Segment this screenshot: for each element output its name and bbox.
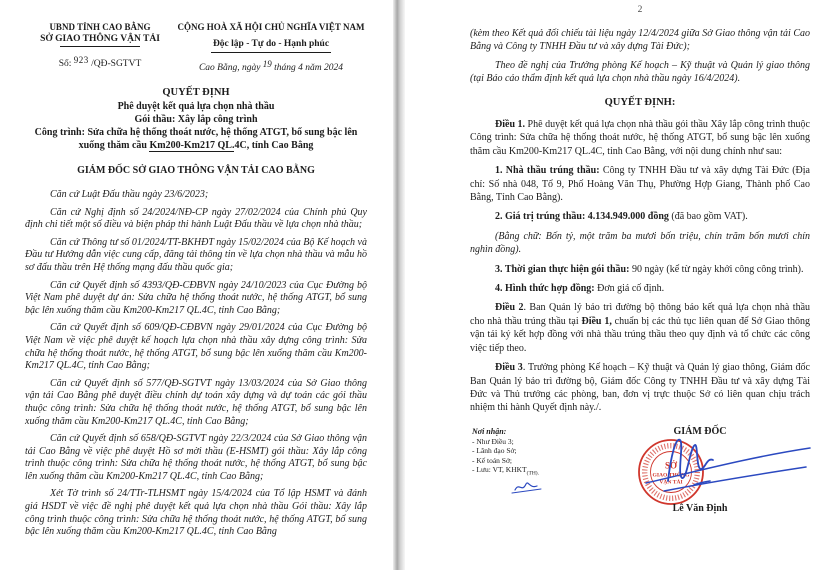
project-title-post: 4C, tỉnh Cao Bằng bbox=[234, 140, 314, 151]
recipients-label: Nơi nhận: bbox=[472, 426, 507, 436]
recipient-item-archive bbox=[472, 465, 602, 479]
amount-in-words: (Bằng chữ: Bốn tỷ, một trăm ba mươi bốn triệu, chín trăm bốn mươi chín nghìn đồng). bbox=[470, 230, 810, 256]
bid-package-title: Gói thầu: Xây lắp công trình bbox=[134, 114, 258, 125]
date-day-value: 19 bbox=[262, 59, 272, 69]
article-2-lead: Điều 2 bbox=[495, 302, 524, 314]
article-1-item-3 bbox=[470, 263, 810, 276]
item-4-value: Đơn giá cố định. bbox=[594, 283, 665, 295]
item-3-label: 3. Thời gian thực hiện gói thầu: bbox=[495, 263, 630, 275]
item-4-label: 4. Hình thức hợp đồng: bbox=[495, 283, 595, 295]
decision-title: QUYẾT ĐỊNH bbox=[162, 87, 230, 98]
recipients-block bbox=[472, 427, 602, 501]
continuation-paragraph-1: (kèm theo Kết quả đối chiếu tài liệu ngày 12/4/2024 giữa Sở Giao thông vận tải Cao Bằng và Công ty TNHH Đầu tư và xây dựng Tài Đức); bbox=[470, 28, 810, 52]
recital-2: Căn cứ Nghị định số 24/2024/NĐ-CP ngày 27/02/2024 của Chính phủ Quy định chi tiết một số điều và biện pháp thi hành Luật Đấu thầu về lựa chọn nhà thầu; bbox=[25, 206, 367, 231]
recipient-item-2: - Lãnh đạo Sở; bbox=[472, 446, 517, 456]
stamp-text-line1: SỞ bbox=[664, 460, 678, 471]
page-1 bbox=[0, 0, 393, 570]
issuer-parent-org: UBND TỈNH CAO BẰNG bbox=[49, 22, 151, 32]
article-2 bbox=[470, 301, 810, 355]
place-date-line bbox=[175, 59, 367, 73]
authority-heading: GIÁM ĐỐC SỞ GIAO THÔNG VẬN TẢI CAO BẰNG bbox=[77, 165, 315, 176]
article-1-lead: Điều 1. bbox=[495, 119, 526, 130]
article-1-item-1 bbox=[470, 164, 810, 204]
national-title: CỘNG HOÀ XÃ HỘI CHỦ NGHĨA VIỆT NAM bbox=[177, 22, 365, 32]
recital-4: Căn cứ Quyết định số 4393/QĐ-CĐBVN ngày 24/10/2023 của Cục Đường bộ Việt Nam phê duyệt dự án: Sửa chữa hệ thống thoát nước, hệ thống ATGT, bổ sung bậc lên xuống thăm cầu Km200-Km217 QL.4C, tỉnh Cao Bằng; bbox=[25, 279, 367, 316]
item-2-note: (đã bao gồm VAT). bbox=[668, 211, 748, 223]
signer-title: GIÁM ĐỐC bbox=[673, 425, 727, 437]
article-3 bbox=[470, 361, 810, 415]
recital-6: Căn cứ Quyết định số 577/QĐ-SGTVT ngày 13/03/2024 của Sở Giao thông vận tải Cao Bằng phê duyệt điều chỉnh dự toán xây dựng và dự toán các gói thầu thuộc công trình: Sửa chữa hệ thống thoát nước, hệ thống ATGT, bổ sung bậc lên xuống thăm cầu Km200-Km217 QL.4C, tỉnh Cao Bằng; bbox=[25, 377, 367, 427]
issuer-block bbox=[25, 22, 175, 69]
project-title-underlined: Km200-Km217 QL. bbox=[149, 140, 235, 151]
recital-1: Căn cứ Luật Đấu thầu ngày 23/6/2023; bbox=[50, 189, 209, 200]
decision-subtitle: Phê duyệt kết quả lựa chọn nhà thầu bbox=[117, 101, 275, 112]
item-1-label: 1. Nhà thầu trúng thầu: bbox=[495, 165, 600, 177]
stamp-text-line3: VẬN TẢI bbox=[659, 479, 683, 486]
issuer-org-name: SỞ GIAO THÔNG VẬN TẢI bbox=[40, 34, 160, 44]
national-header-block bbox=[175, 22, 367, 73]
recital-5: Căn cứ Quyết định số 609/QĐ-CĐBVN ngày 29/01/2024 của Cục Đường bộ Việt Nam về việc phê duyệt kế hoạch lựa chọn nhà thầu xây dựng công trình: Sửa chữa hệ thống thoát nước, hệ thống ATGT, bổ sung bậc lên xuống thăm cầu Km200- Km217 QL.4C, tỉnh Cao Bằng; bbox=[25, 322, 367, 372]
signer-name: Lê Văn Định bbox=[672, 502, 728, 514]
document-number bbox=[25, 55, 175, 69]
decision-title-block bbox=[25, 86, 367, 152]
recipient-item-1: - Như Điều 3; bbox=[472, 436, 514, 446]
document-number-suffix: /QĐ-SGTVT bbox=[91, 59, 142, 69]
article-1 bbox=[470, 118, 810, 158]
article-1-item-2 bbox=[470, 210, 810, 223]
recital-7: Căn cứ Quyết định số 658/QĐ-SGTVT ngày 22/3/2024 của Sở Giao thông vận tải Cao Bằng về việc phê duyệt Hồ sơ mời thầu (E-HSMT) gói thầu: Xây lắp công trình thuộc công trình: Sửa chữa hệ thống thoát nước, hệ thống ATGT, bổ sung bậc lên xuống thăm cầu Km200-Km217 QL.4C, tỉnh Cao Bằng; bbox=[25, 433, 367, 482]
continuation-paragraph-2: Theo đề nghị của Trưởng phòng Kế hoạch – Kỹ thuật và Quản lý giao thông (tại Báo cáo thẩm định kết quả lựa chọn nhà thầu ngày 16/4/2024). bbox=[470, 60, 810, 84]
page-2 bbox=[405, 0, 820, 570]
recipient-archive-subnote: (TH). bbox=[526, 470, 539, 477]
place-date-prefix: Cao Bằng, ngày bbox=[198, 63, 261, 73]
page-divider bbox=[393, 0, 405, 570]
issuer-underline bbox=[60, 46, 140, 47]
signature-section bbox=[470, 421, 810, 570]
article-3-lead: Điều 3 bbox=[495, 362, 523, 374]
clerk-initial-signature-icon bbox=[510, 480, 544, 495]
article-2-body-2: chuẩn bị các thủ tục liên quan để Sở Giao thông vận tải ký kết hợp đồng với nhà thầu trúng thầu theo quy định và tổ chức các công việc tiếp theo. bbox=[470, 315, 811, 354]
page1-header bbox=[25, 22, 367, 73]
recipient-archive-text: - Lưu: VT, KHKT bbox=[472, 465, 527, 475]
director-signature-ink-icon bbox=[638, 427, 816, 501]
place-date-suffix: tháng 4 năm 2024 bbox=[274, 63, 344, 73]
document-number-value: 923 bbox=[73, 55, 89, 65]
recipient-item-3: - Kế toán Sở; bbox=[472, 455, 513, 465]
item-3-value: 90 ngày (kể từ ngày khởi công công trình). bbox=[629, 263, 804, 275]
project-title-pre: Công trình: Sửa chữa hệ thống thoát nước, hệ thống ATGT, bổ sung bậc lên xuống thăm cầu bbox=[34, 127, 358, 151]
article-1-body: Phê duyệt kết quả lựa chọn nhà thầu gói thầu Xây lắp công trình thuộc Công trình: Sửa chữa hệ thống thoát nước, hệ thống ATGT, bổ sung bậc lên xuống thăm cầu Km200-Km217 QL.4C, tỉnh Cao Bằng, với nội dung chính như sau: bbox=[470, 119, 810, 157]
national-motto: Độc lập - Tự do - Hạnh phúc bbox=[211, 38, 331, 53]
recitals-section bbox=[25, 189, 367, 539]
stamp-text-line2: GIAO THÔNG bbox=[652, 472, 690, 479]
page-number: 2 bbox=[637, 5, 643, 15]
recital-8: Xét Tờ trình số 24/TTr-TLHSMT ngày 15/4/2024 của Tổ lập HSMT và đánh giá HSDT về việc đề nghị phê duyệt kết quả lựa chọn nhà thầu Gói thầu: Xây lắp công trình thuộc công trình: Sửa chữa hệ thống thoát nước, hệ thống ATGT, bổ sung bậc lên xuống thăm cầu Km200-Km217 QL.4C, tỉnh Cao Bằng bbox=[25, 488, 367, 538]
document-number-label: Số: bbox=[58, 59, 72, 69]
item-1-value: Công ty TNHH Đầu tư và xây dựng Tài Đức (Địa chỉ: Số nhà 048, Tổ 9, Phố Hoàng Văn Thụ, Phường Hợp Giang, Thành phố Cao Bằng, Tỉnh Cao Bằng). bbox=[470, 165, 810, 204]
article-1-item-4 bbox=[470, 282, 810, 295]
item-2-label-amount: 2. Giá trị trúng thầu: 4.134.949.000 đồng bbox=[495, 211, 669, 223]
article-2-body-1: . Ban Quản lý bảo trì đường bộ thông báo kết quả lựa chọn nhà thầu cho nhà thầu trúng thầu tại bbox=[470, 302, 811, 327]
article-3-body: . Trưởng phòng Kế hoạch – Kỹ thuật và Quản lý giao thông, Giám đốc Ban Quản lý bảo trì đường bộ, Giám đốc Công ty TNHH Đầu tư và xây dựng Tài Đức và Thủ trưởng các phòng, ban, đơn vị trực thuộc Sở có liên quan chịu trách nhiệm thi hành Quyết định này./. bbox=[470, 362, 810, 414]
article-2-ref: Điều 1, bbox=[581, 315, 612, 327]
recital-3: Căn cứ Thông tư số 01/2024/TT-BKHĐT ngày 15/02/2024 của Bộ Kế hoạch và Đầu tư Hướng dẫn việc cung cấp, đăng tải thông tin về lựa chọn nhà thầu và mẫu hồ sơ đấu thầu trên Hệ thống mạng đấu thầu quốc gia; bbox=[25, 236, 367, 273]
decision-heading: QUYẾT ĐỊNH: bbox=[604, 97, 676, 108]
project-title bbox=[27, 126, 365, 152]
